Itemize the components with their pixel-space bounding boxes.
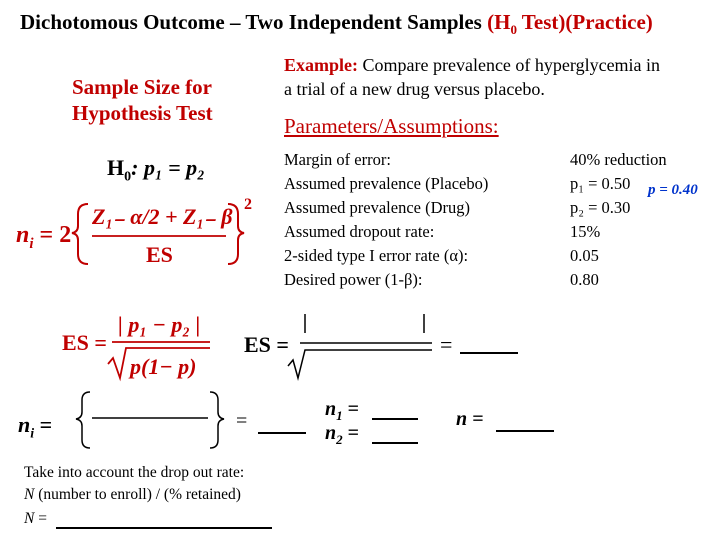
param-label-margin: Margin of error: <box>284 150 391 169</box>
n2-answer-blank[interactable] <box>372 442 418 444</box>
null-hypothesis: $H_0$: p₁ = p₂ <box>107 155 205 185</box>
dropout-note-line3: N = <box>24 510 47 527</box>
es-formula-numerator: | p₁ − p₂ | <box>118 312 201 337</box>
param-value-drug: p₂ = 0.30 <box>570 198 631 217</box>
dropout-note-line2: N (number to enroll) / (% retained) <box>24 486 241 503</box>
example-text-1: Compare prevalence of hyperglycemia in <box>358 55 661 75</box>
param-value-margin: 40% reduction <box>570 150 667 169</box>
pooled-p-note: p = 0.40 <box>648 182 698 198</box>
param-label-dropout: Assumed dropout rate: <box>284 222 435 241</box>
example-text-2: a trial of a new drug versus placebo. <box>284 79 545 99</box>
dropout-note-line1: Take into account the drop out rate: <box>24 464 245 481</box>
title-suffix: ($H_0$ Test)(Practice) <box>487 10 653 38</box>
param-label-placebo: Assumed prevalence (Placebo) <box>284 174 489 193</box>
example-label: Example: <box>284 55 358 75</box>
n2-label: $n_2$ = <box>325 422 360 447</box>
n1-label: $n_1$ = <box>325 398 360 423</box>
param-value-dropout: 15% <box>570 222 601 241</box>
param-label-alpha: 2-sided type I error rate (α): <box>284 246 469 265</box>
ni-blank-equals: = <box>236 410 248 432</box>
ni-formula-numerator: Z₁₋ α/2 + Z₁₋ β <box>92 204 233 229</box>
param-value-alpha: 0.05 <box>570 246 599 265</box>
n1-answer-blank[interactable] <box>372 418 418 420</box>
param-value-power: 0.80 <box>570 270 599 289</box>
param-label-power: Desired power (1-β): <box>284 270 423 289</box>
n-total-answer-blank[interactable] <box>496 430 554 432</box>
n-total-label: n = <box>456 408 484 430</box>
ni-answer-blank[interactable] <box>258 432 306 434</box>
es-formula-lhs: ES = <box>62 330 107 355</box>
es-blank-equals: = <box>440 332 453 357</box>
param-label-drug: Assumed prevalence (Drug) <box>284 198 471 217</box>
es-blank-lhs: ES = <box>244 332 289 357</box>
ni-formula-lhs: $n_i = 2$ <box>16 222 72 252</box>
ni-formula-exponent: 2 <box>244 196 252 213</box>
sample-size-line2: Hypothesis Test <box>72 101 213 125</box>
param-value-placebo: p₁ = 0.50 <box>570 174 631 193</box>
title-main: Dichotomous Outcome – Two Independent Samples <box>20 10 488 34</box>
ni-blank-lhs: $n_i$ = <box>18 412 53 442</box>
sample-size-line1: Sample Size for <box>72 75 212 99</box>
enroll-answer-blank[interactable] <box>56 527 272 529</box>
ni-formula-denominator: ES <box>146 242 173 267</box>
es-formula-denominator: p(1− p) <box>130 354 197 379</box>
params-heading: Parameters/Assumptions: <box>284 114 499 138</box>
